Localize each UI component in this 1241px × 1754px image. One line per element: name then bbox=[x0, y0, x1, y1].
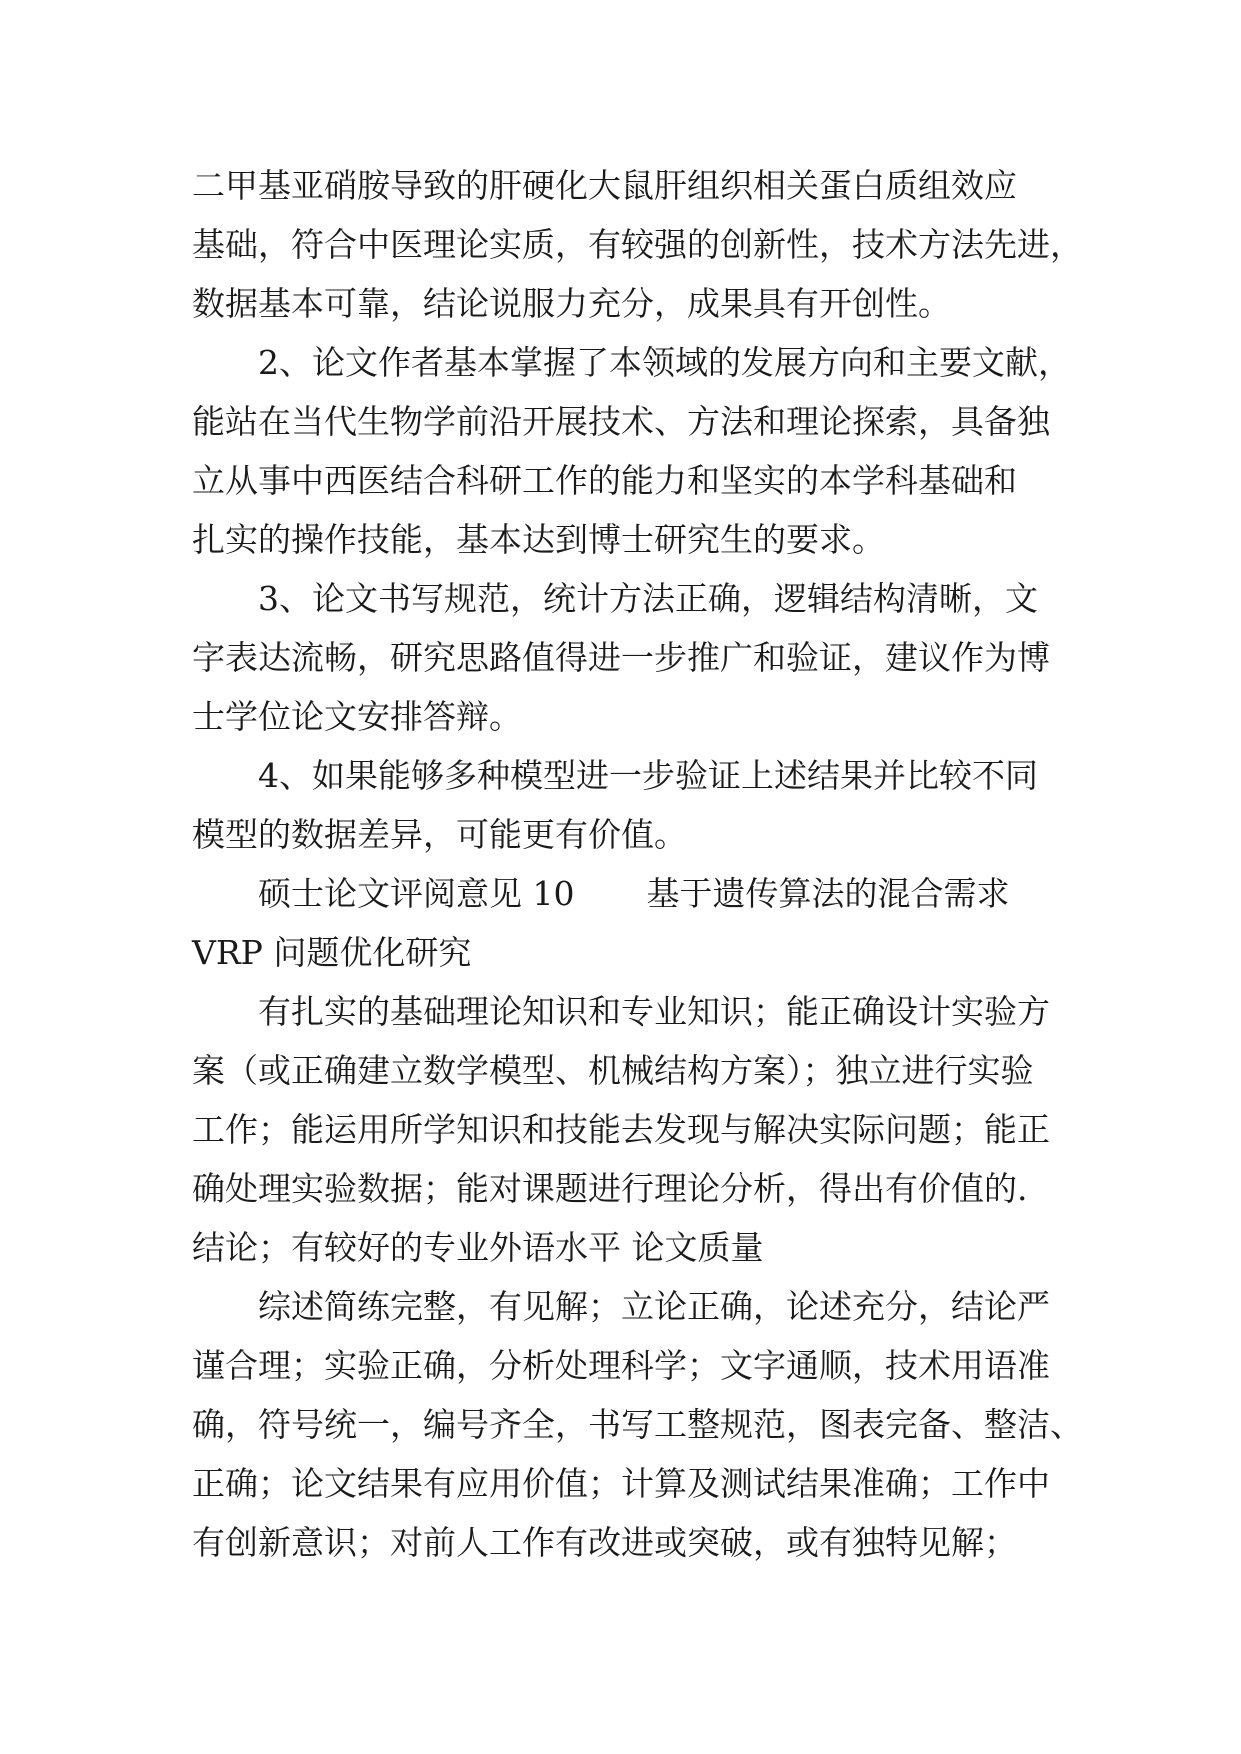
paragraph-line: 案（或正确建立数学模型、机械结构方案）；独立进行实验 bbox=[192, 1051, 1034, 1090]
paragraph-line: 确，符号统一，编号齐全，书写工整规范，图表完备、整洁、 bbox=[192, 1405, 1083, 1444]
section-heading-topic: 基于遗传算法的混合需求 bbox=[646, 874, 1010, 913]
paragraph-line: 士学位论文安排答辩。 bbox=[192, 697, 522, 736]
paragraph-line: 扎实的操作技能，基本达到博士研究生的要求。 bbox=[192, 520, 885, 559]
paragraph-line: 谨合理；实验正确，分析处理科学；文字通顺，技术用语准 bbox=[192, 1346, 1050, 1385]
paragraph-line: 有扎实的基础理论知识和专业知识；能正确设计实验方 bbox=[258, 992, 1050, 1031]
paragraph-line: 基础，符合中医理论实质，有较强的创新性，技术方法先进， bbox=[192, 225, 1083, 264]
paragraph-line: 能站在当代生物学前沿开展技术、方法和理论探索，具备独 bbox=[192, 402, 1050, 441]
paragraph-line: 有创新意识；对前人工作有改进或突破，或有独特见解； bbox=[192, 1523, 1017, 1562]
paragraph-line: 二甲基亚硝胺导致的肝硬化大鼠肝组织相关蛋白质组效应 bbox=[192, 166, 1017, 205]
section-heading bbox=[192, 864, 1054, 923]
paragraph-line: 工作；能运用所学知识和技能去发现与解决实际问题；能正 bbox=[192, 1110, 1050, 1149]
paragraph-line: 正确；论文结果有应用价值；计算及测试结果准确；工作中 bbox=[192, 1464, 1050, 1503]
paragraph-line: 3、论文书写规范，统计方法正确，逻辑结构清晰，文 bbox=[258, 579, 1038, 618]
paragraph-line: 综述简练完整，有见解；立论正确，论述充分，结论严 bbox=[258, 1287, 1050, 1326]
paragraph-line: 结论；有较好的专业外语水平 论文质量 bbox=[192, 1228, 764, 1267]
paragraph-line: 数据基本可靠，结论说服力充分，成果具有开创性。 bbox=[192, 284, 951, 323]
paragraph-line: 确处理实验数据；能对课题进行理论分析，得出有价值的. bbox=[192, 1169, 1028, 1208]
section-heading-topic-continued: VRP 问题优化研究 bbox=[192, 933, 472, 972]
paragraph-line: 模型的数据差异，可能更有价值。 bbox=[192, 815, 687, 854]
paragraph-line: 4、如果能够多种模型进一步验证上述结果并比较不同 bbox=[258, 756, 1038, 795]
document-page bbox=[192, 156, 1083, 1572]
section-heading-label: 硕士论文评阅意见 10 bbox=[258, 874, 575, 913]
paragraph-line: 字表达流畅，研究思路值得进一步推广和验证，建议作为博 bbox=[192, 638, 1050, 677]
paragraph-line: 2、论文作者基本掌握了本领域的发展方向和主要文献， bbox=[258, 343, 1071, 382]
paragraph-line: 立从事中西医结合科研工作的能力和坚实的本学科基础和 bbox=[192, 461, 1017, 500]
